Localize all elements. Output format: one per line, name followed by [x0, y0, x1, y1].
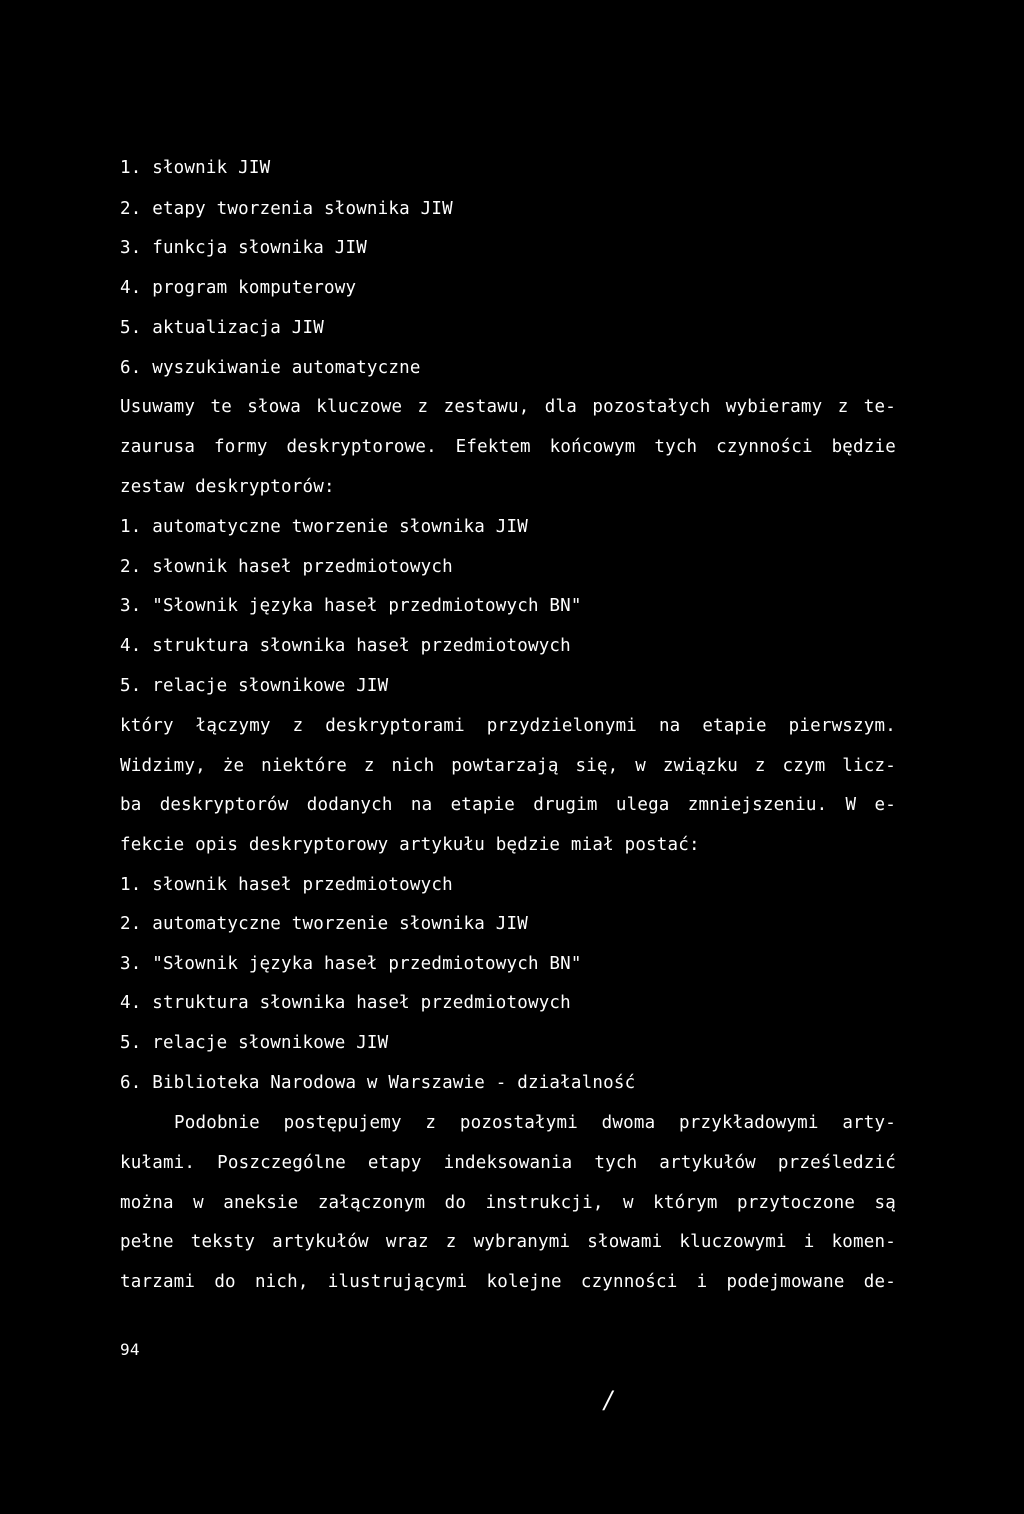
paragraph-line: kułami. Poszczególne etapy indeksowania tych artykułów prześledzić: [120, 1153, 896, 1173]
paragraph-line: pełne teksty artykułów wraz z wybranymi słowami kluczowymi i komen-: [120, 1232, 896, 1252]
paragraph-line: zaurusa formy deskryptorowe. Efektem końcowym tych czynności będzie: [120, 437, 896, 457]
paragraph-line: Widzimy, że niektóre z nich powtarzają się, w związku z czym licz-: [120, 756, 896, 776]
paragraph-line: można w aneksie załączonym do instrukcji, w którym przytoczone są: [120, 1193, 896, 1213]
list-item: 2. automatyczne tworzenie słownika JIW: [120, 914, 528, 934]
list-item: 1. automatyczne tworzenie słownika JIW: [120, 517, 528, 537]
list-item: 5. relacje słownikowe JIW: [120, 1033, 389, 1053]
paragraph-line: Podobnie postępujemy z pozostałymi dwoma przykładowymi arty-: [174, 1113, 896, 1133]
page-number: 94: [120, 1340, 140, 1359]
paragraph-line: fekcie opis deskryptorowy artykułu będzie miał postać:: [120, 835, 700, 855]
list-item: 3. "Słownik języka haseł przedmiotowych BN": [120, 954, 582, 974]
list-item: 1. słownik haseł przedmiotowych: [120, 875, 453, 895]
paragraph-line: Usuwamy te słowa kluczowe z zestawu, dla pozostałych wybieramy z te-: [120, 397, 896, 417]
list-item: 5. relacje słownikowe JIW: [120, 676, 389, 696]
paragraph-line: tarzami do nich, ilustrującymi kolejne czynności i podejmowane de-: [120, 1272, 896, 1292]
list-item: 3. funkcja słownika JIW: [120, 238, 367, 258]
list-item: 2. etapy tworzenia słownika JIW: [120, 199, 453, 219]
list-item: 1. słownik JIW: [120, 158, 271, 178]
paragraph-line: ba deskryptorów dodanych na etapie drugim ulega zmniejszeniu. W e-: [120, 795, 896, 815]
list-item: 6. Biblioteka Narodowa w Warszawie - działalność: [120, 1073, 636, 1093]
list-item: 2. słownik haseł przedmiotowych: [120, 557, 453, 577]
list-item: 4. program komputerowy: [120, 278, 357, 298]
list-item: 4. struktura słownika haseł przedmiotowych: [120, 993, 571, 1013]
paragraph-line: który łączymy z deskryptorami przydzielonymi na etapie pierwszym.: [120, 716, 896, 736]
stray-mark: /: [604, 1386, 613, 1414]
list-item: 3. "Słownik języka haseł przedmiotowych BN": [120, 596, 582, 616]
list-item: 5. aktualizacja JIW: [120, 318, 324, 338]
list-item: 6. wyszukiwanie automatyczne: [120, 358, 421, 378]
paragraph-line: zestaw deskryptorów:: [120, 477, 335, 497]
list-item: 4. struktura słownika haseł przedmiotowych: [120, 636, 571, 656]
